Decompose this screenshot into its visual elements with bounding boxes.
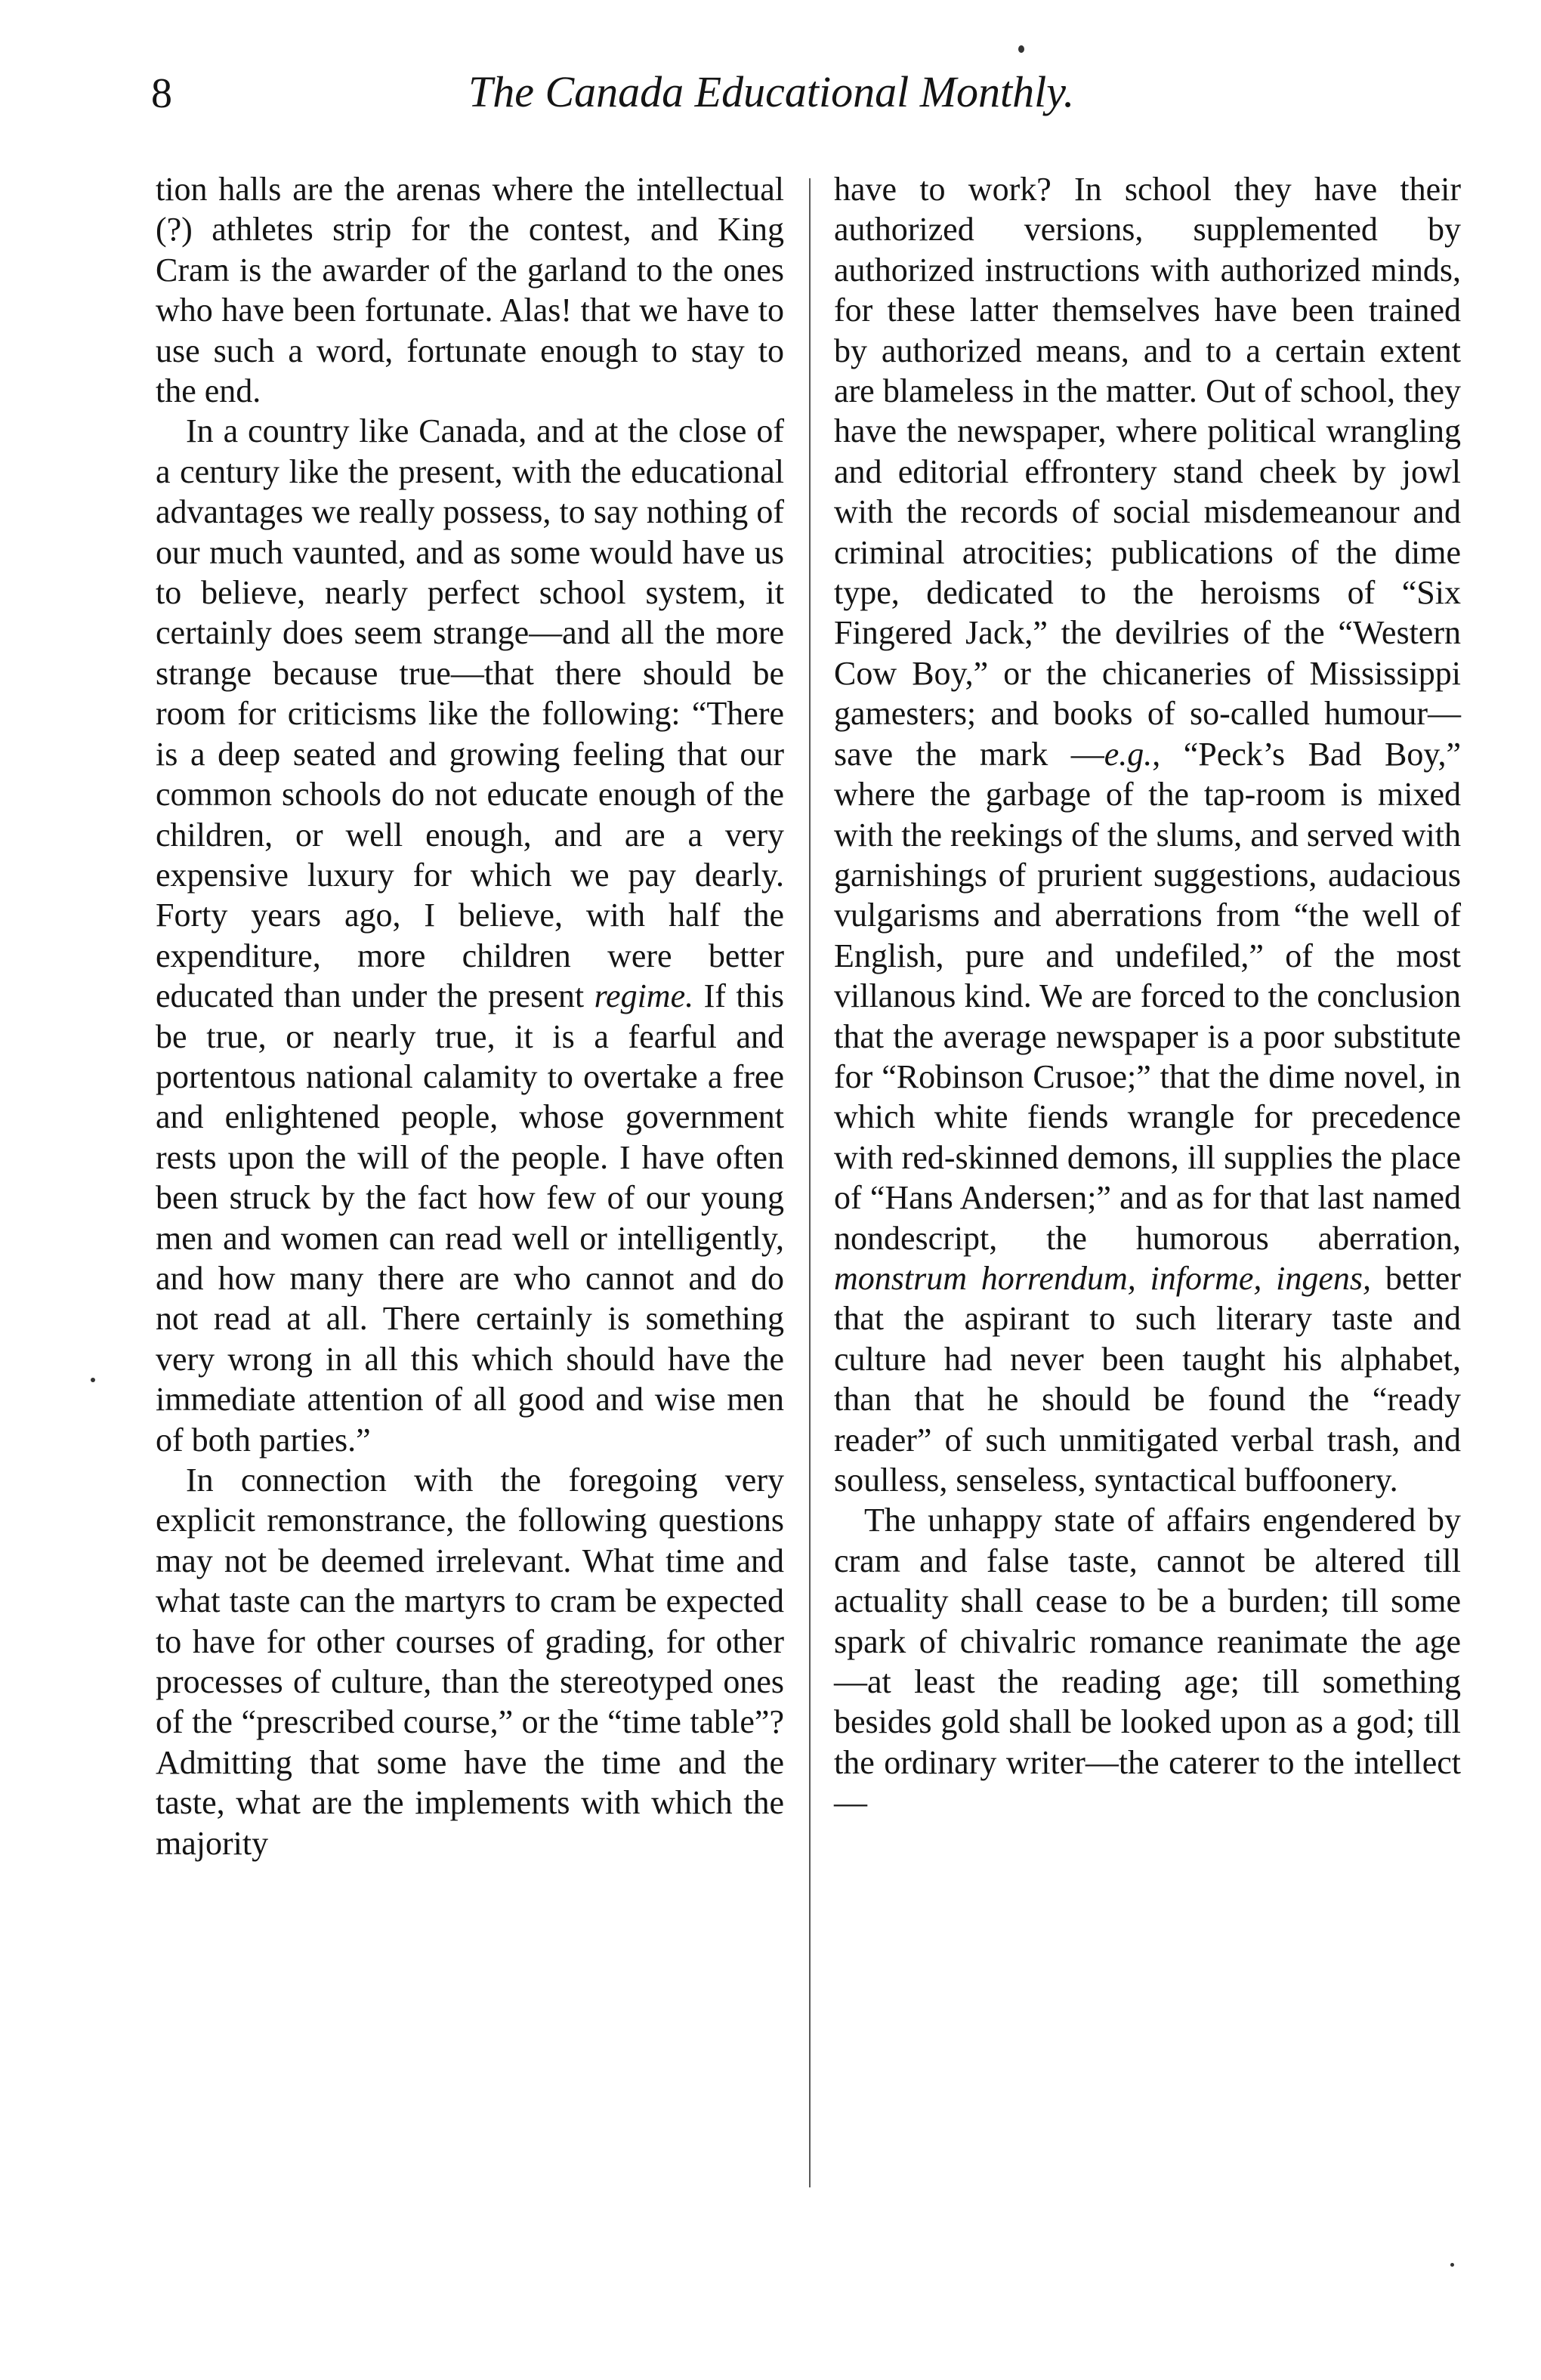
- paragraph: [156, 169, 784, 411]
- running-title: The Canada Educational Monthly.: [468, 67, 1075, 116]
- page-number: 8: [151, 70, 172, 117]
- paragraph-text: have to work? In school they have their authorized versions, supplemented by authorized instructions with authorized minds, for these latter themselves have been trained by authorized means, and to a certain extent are blameless in the matter. Out of school, they have the newspaper, where political wrangling and editorial effrontery stand cheek by jowl with the records of social misdemeanour and criminal atrocities; publications of the dime type, dedicated to the heroisms of “Six Fingered Jack,” the devilries of the “Western Cow Boy,” or the chicaneries of Mississippi gamesters; and books of so-called humour—save the mark —: [834, 171, 1461, 773]
- paragraph: [834, 1500, 1461, 1823]
- paragraph-text: better that the aspirant to such literary taste and culture had never been taught his alphabet, than that he should be found the “ready reader” of such unmitigated verbal trash, and soulless, senseless, syntactical buffoonery.: [834, 1259, 1461, 1499]
- paragraph-text: , “Peck’s Bad Boy,” where the garbage of the tap-room is mixed with the reekings of the slums, and served with garnishings of prurient suggestions, audacious vulgarisms and aberrations from “the well of English, pure and undefiled,” of the most villanous kind. We are forced to the conclusion that the average newspaper is a poor substitute for “Robinson Crusoe;” that the dime novel, in which white fiends wrangle for precedence with red-skinned demons, ill supplies the place of “Hans Andersen;” and as for that last named nondescript, the humorous aberration,: [834, 735, 1461, 1257]
- column-divider: [809, 178, 811, 2187]
- right-column: [834, 169, 1461, 1823]
- italic-term: regime.: [594, 977, 694, 1015]
- paragraph-text: The unhappy state of affairs engendered by cram and false taste, cannot be altered till actuality shall cease to be a burden; till some spark of chivalric romance reanimate the age—at least the reading age; till something besides gold shall be looked upon as a god; till the ordinary writer—the caterer to the intellect—: [834, 1502, 1461, 1822]
- italic-term: e.g.: [1104, 735, 1153, 773]
- paragraph-text: If this be true, or nearly true, it is a fearful and portentous national calamity to overtake a free and enlightened people, whose government rests upon the will of the people. I have often been struck by the fact how few of our young men and women can read well or intelligently, and how many there are who cannot and do not read at all. There certainly is something very wrong in all this which should have the immediate attention of all good and wise men of both parties.”: [156, 977, 784, 1459]
- paragraph-text: In connection with the foregoing very explicit remonstrance, the following questions may not be deemed irrelevant. What time and what taste can the martyrs to cram be expected to have for other courses of grading, for other processes of culture, than the stereotyped ones of the “prescribed course,” or the “time table”? Admitting that some have the time and the taste, what are the implements with which the majority: [156, 1462, 784, 1862]
- scan-speck: [1450, 2263, 1454, 2267]
- scan-speck: [91, 1378, 95, 1382]
- scan-speck: [1018, 45, 1024, 53]
- paragraph-text: tion halls are the arenas where the intellectual (?) athletes strip for the contest, and King Cram is the awarder of the garland to the ones who have been fortunate. Alas! that we have to use such a word, fortunate enough to stay to the end.: [156, 171, 784, 410]
- left-column: [156, 169, 784, 1863]
- paragraph: [156, 411, 784, 1460]
- paragraph: [834, 169, 1461, 1500]
- paragraph: [156, 1460, 784, 1863]
- italic-term: monstrum horrendum, informe, ingens,: [834, 1259, 1372, 1297]
- paragraph-text: In a country like Canada, and at the close of a century like the present, with the educational advantages we really possess, to say nothing of our much vaunted, and as some would have us to believe, nearly perfect school system, it certainly does seem strange—and all the more strange because true—that there should be room for criticisms like the following: “There is a deep seated and growing feeling that our common schools do not educate enough of the children, or well enough, and are a very expensive luxury for which we pay dearly. Forty years ago, I believe, with half the expenditure, more children were better educated than under the present: [156, 412, 784, 1015]
